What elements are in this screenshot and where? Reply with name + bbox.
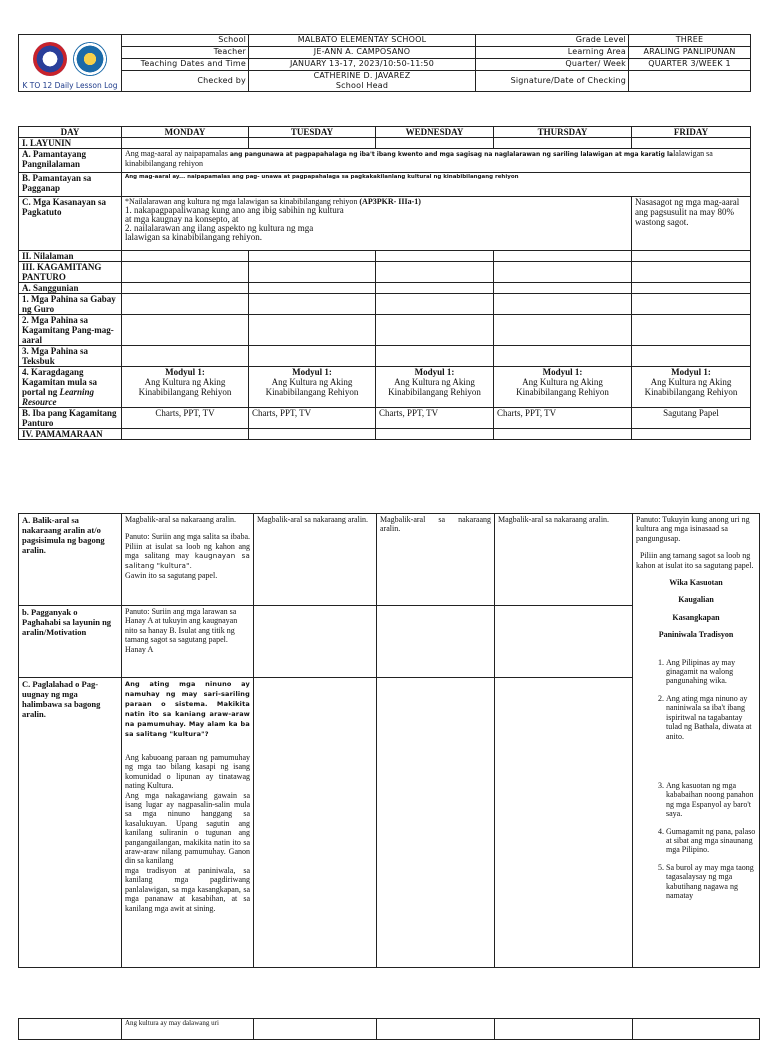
day-header: DAY [19, 127, 122, 138]
charts-monday: Charts, PPT, TV [122, 408, 249, 429]
kasanayan-friday-text: Nasasagot ng mga mag-aaral ang pagsusulit na may 80% wastong sagot. [632, 197, 751, 251]
checked-by-label: Checked by [122, 71, 249, 92]
friday-item: 3. Ang kasuotan ng mga kababaihan noong panahon ng mga Espanyol ay baro't saya. [666, 781, 756, 819]
paglalahad-monday: Ang ating mga ninuno ay namuhay ng may sari-sariling paraan o sistema. Makikita natin ito sa kaniang araw-araw na pamumuhay. May alam ka ba sa salitang "kultura"? Ang kabuoang paraan ng pamumuhay ng mga tao bilang kasapi ng isang komunidad o lipunan ay tinatawag nating Kultura. Ang mga nakagawiang gawain sa isang lugar ay nagpasalin-salin mula sa mga ninuno hanggang sa kasalukuyan. Upang sagutin ang kanilang suliranin o tugunan ang pangangailangan, makikita natin ito sa araw-araw nilang pamumuhay. Ganon din sa kanilang mga tradisyon at paniniwala, sa kanilang mga pagdiriwang panlalawigan, sa mga kasangkapan, sa mga pananaw at kasabihan, at sa kanilang mga awit at sining. [122, 678, 254, 968]
modyul-thursday: Modyul 1: Ang Kultura ng Aking Kinabibilangang Rehiyon [494, 367, 632, 408]
sagutang-papel-friday: Sagutang Papel [632, 408, 751, 429]
gabay-ng-guro-label: 1. Mga Pahina sa Gabay ng Guro [19, 294, 122, 315]
pamantayan-sa-pagganap-label: B. Pamantayan sa Pagganap [19, 173, 122, 197]
learning-area-value: ARALING PANLIPUNAN [629, 47, 751, 59]
balik-aral-tuesday: Magbalik-aral sa nakaraang aralin. [254, 514, 377, 606]
balik-aral-monday: Magbalik-aral sa nakaraang aralin. Panuto: Suriin ang mga salita sa ibaba. Piliin at isulat sa loob ng kahon ang mga salitang may kaugnayan sa salitang "kultura". Gawin ito sa sagutang papel. [122, 514, 254, 606]
teacher-value: JE-ANN A. CAMPOSANO [249, 47, 476, 59]
nilalaman-label: II. Nilalaman [19, 251, 122, 262]
dll-table-continued [18, 1018, 760, 1040]
pamantayang-pangnilalaman-text: Ang mag-aaral ay naipapamalas ang pangunawa at pagpapahalaga ng iba't ibang kwento and mga sagisag na naglalarawan ng sariling lalawigan at mga karatig lalalawigan sa kinabibilangang rehiyon [122, 149, 751, 173]
pamantayang-pangnilalaman-label: A. Pamantayang Pangnilalaman [19, 149, 122, 173]
quarter-label: Quarter/ Week [476, 59, 629, 71]
teacher-label: Teacher [122, 47, 249, 59]
school-head-name: CATHERINE D. JAVAREZ [313, 71, 411, 80]
balik-aral-friday: Panuto: Tukuyin kung anong uri ng kultura ang mga isinasaad sa pangungusap. Piliin ang tamang sagot sa loob ng kahon at isulat ito sa sagutang papel. Wika Kasuotan Kaugalian Kasangkapan Paniniwala Tradisyon 1. Ang Pilipinas ay may ginagamit na walong pangunahing wika. 2. Ang ating mga ninuno ay naniniwala sa iba't ibang ispiritwal na tagabantay tulad ng Bathala, diwata at anito. 3. Ang kasuotan ng mga kababaihan noong panahon ng mga Espanyol ay baro't saya. 4. Gumagamit ng pana, palaso at sibat ang mga sinaunang mga Pilipino. 5. Sa burol ay may mga taong tagasalaysay ng mga kabutihang nagawa ng namatay [633, 514, 760, 968]
pamantayan-sa-pagganap-text: Ang mag-aaral ay... naipapamalas ang pag- unawa at pagpapahalaga sa pagkakakilanlang kultural ng kinabibilangang rehiyon [122, 173, 751, 197]
kagamitang-pang-mag-aaral-label: 2. Mga Pahina sa Kagamitang Pang-mag-aaral [19, 315, 122, 346]
monday-header: MONDAY [122, 127, 249, 138]
layunin-label: I. LAYUNIN [19, 138, 122, 149]
iba-pang-kagamitan-label: B. Iba pang Kagamitang Panturo [19, 408, 122, 429]
sanggunian-label: A. Sanggunian [19, 283, 122, 294]
school-seal-icon [73, 42, 107, 76]
dll-table-objectives [18, 126, 751, 440]
friday-item: 4. Gumagamit ng pana, palaso at sibat ang mga sinaunang mga Pilipino. [666, 827, 756, 855]
school-head-title: School Head [335, 81, 389, 90]
logo-caption: K TO 12 Daily Lesson Log [22, 80, 118, 90]
dates-value: JANUARY 13-17, 2023/10:50-11:50 [249, 59, 476, 71]
kagamitang-panturo-label: III. KAGAMITANG PANTURO [19, 262, 122, 283]
logo-cell [19, 35, 122, 92]
wednesday-header: WEDNESDAY [376, 127, 494, 138]
friday-header: FRIDAY [632, 127, 751, 138]
modyul-monday: Modyul 1: Ang Kultura ng Aking Kinabibilangang Rehiyon [122, 367, 249, 408]
pamamaraan-label: IV. PAMAMARAAN [19, 429, 122, 440]
kasanayan-label: C. Mga Kasanayan sa Pagkatuto [19, 197, 122, 251]
pagganyak-label: b. Pagganyak o Paghahabi sa layunin ng aralin/Motivation [19, 606, 122, 678]
balik-aral-label: A. Balik-aral sa nakaraang aralin at/o pagsisimula ng bagong aralin. [19, 514, 122, 606]
quarter-value: QUARTER 3/WEEK 1 [629, 59, 751, 71]
thursday-header: THURSDAY [494, 127, 632, 138]
charts-thursday: Charts, PPT, TV [494, 408, 632, 429]
deped-seal-icon [33, 42, 67, 76]
school-value: MALBATO ELEMENTAY SCHOOL [249, 35, 476, 47]
signature-label: Signature/Date of Checking [476, 71, 629, 92]
tuesday-header: TUESDAY [249, 127, 376, 138]
modyul-friday: Modyul 1: Ang Kultura ng Aking Kinabibilangang Rehiyon [632, 367, 751, 408]
modyul-wednesday: Modyul 1: Ang Kultura ng Aking Kinabibilangang Rehiyon [376, 367, 494, 408]
charts-tuesday: Charts, PPT, TV [249, 408, 376, 429]
checked-by-value [249, 71, 476, 92]
friday-item: 1. Ang Pilipinas ay may ginagamit na walong pangunahing wika. [666, 658, 756, 686]
pagganyak-monday: Panuto: Suriin ang mga larawan sa Hanay A at tukuyin ang kaugnayan nito sa hanay B. Isulat ang titik ng tamang sagot sa sagutang papel. Hanay A [122, 606, 254, 678]
kasanayan-text: *Nailalarawan ang kultura ng mga lalawigan sa kinabibilangang rehiyon (AP3PKR- IIIa-1) 1. nakapagpapaliwanag kung ano ang ibig sabihin ng kultura at mga kaugnay na konsepto, at 2. nailalarawan ang ilang aspekto ng kultura ng mga lalawigan sa kinabibilangang rehiyon. [122, 197, 632, 251]
signature-value [629, 71, 751, 92]
teksbuk-label: 3. Mga Pahina sa Teksbuk [19, 346, 122, 367]
friday-item: 5. Sa burol ay may mga taong tagasalaysay ng mga kabutihang nagawa ng namatay [666, 863, 756, 901]
dates-label: Teaching Dates and Time [122, 59, 249, 71]
school-label: School [122, 35, 249, 47]
learning-area-label: Learning Area [476, 47, 629, 59]
grade-level-label: Grade Level [476, 35, 629, 47]
continued-monday: Ang kultura ay may dalawang uri [122, 1019, 254, 1040]
grade-level-value: THREE [629, 35, 751, 47]
karagdagang-kagamitan-label: 4. Karagdagang Kagamitan mula sa portal ng Learning Resource [19, 367, 122, 408]
dll-table-procedures [18, 513, 760, 968]
balik-aral-thursday: Magbalik-aral sa nakaraang aralin. [495, 514, 633, 606]
charts-wednesday: Charts, PPT, TV [376, 408, 494, 429]
friday-items-list [636, 658, 756, 901]
modyul-tuesday: Modyul 1: Ang Kultura ng Aking Kinabibilangang Rehiyon [249, 367, 376, 408]
header-table [18, 34, 751, 92]
balik-aral-wednesday: Magbalik-aral sa nakaraang aralin. [377, 514, 495, 606]
paglalahad-label: C. Paglalahad o Pag-uugnay ng mga halimbawa sa bagong aralin. [19, 678, 122, 968]
friday-item: 2. Ang ating mga ninuno ay naniniwala sa iba't ibang ispiritwal na tagabantay tulad ng Bathala, diwata at anito. [666, 694, 756, 741]
